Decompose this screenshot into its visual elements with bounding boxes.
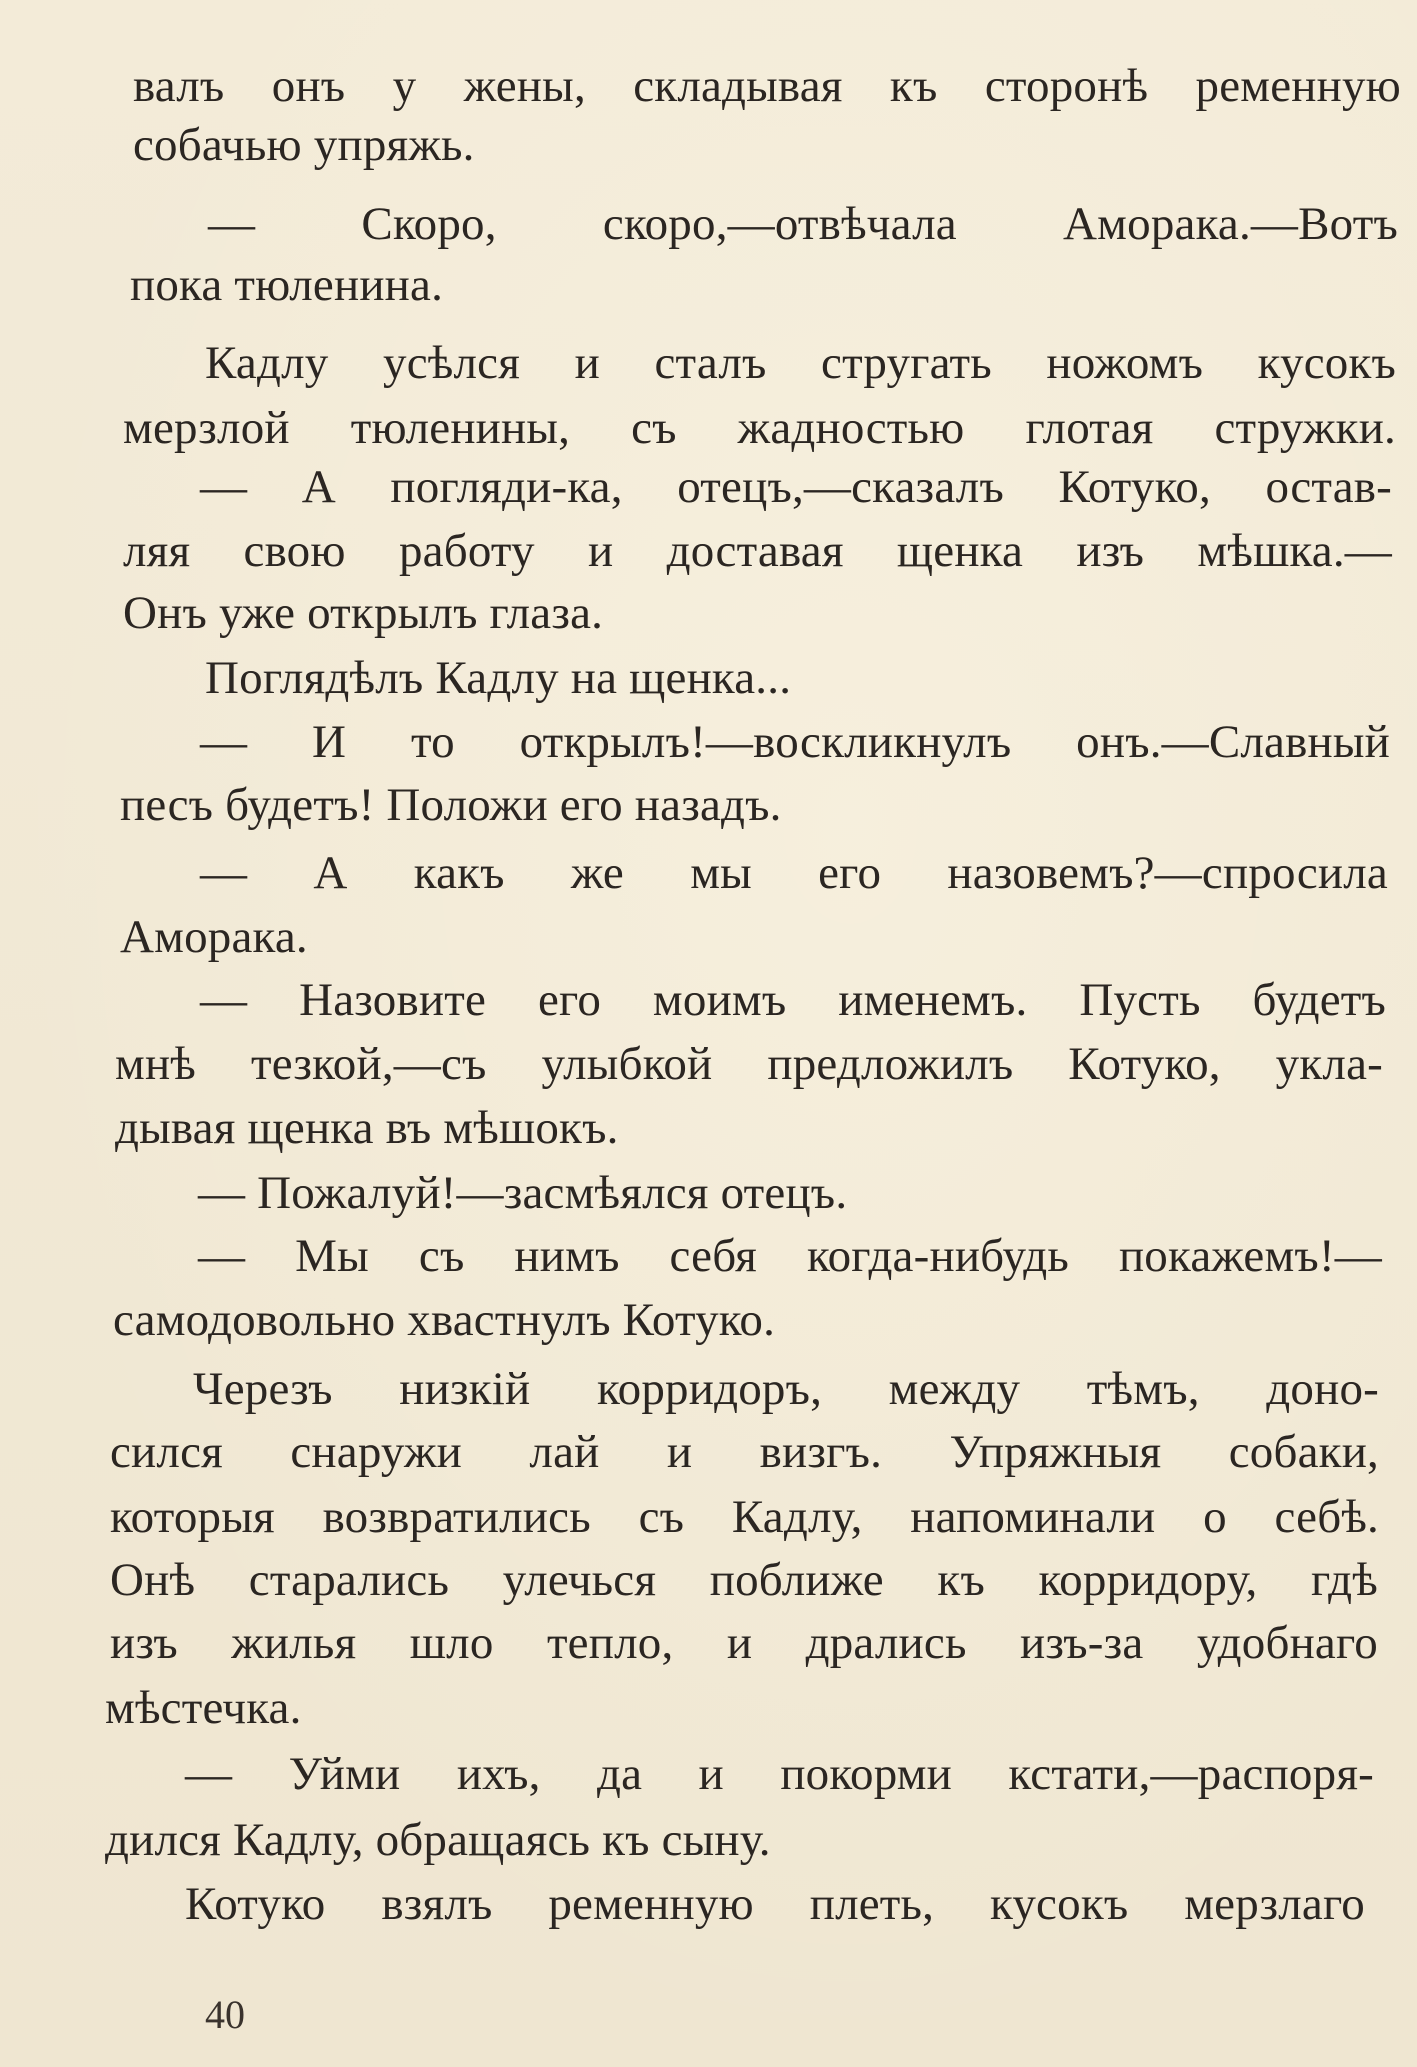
text-line: Онъ уже открылъ глаза. bbox=[123, 587, 604, 639]
text-line: мнѣ тезкой,—съ улыбкой предложилъ Котуко, укла- bbox=[115, 1038, 1383, 1090]
text-line: — А какъ же мы его назовемъ?—спросила bbox=[200, 847, 1388, 899]
text-line: Кадлу усѣлся и сталъ стругать ножомъ кусокъ bbox=[205, 337, 1396, 389]
text-line: Аморака. bbox=[120, 911, 308, 963]
text-line: изъ жилья шло тепло, и дрались изъ-за удобнаго bbox=[110, 1617, 1378, 1669]
text-line: мѣстечка. bbox=[105, 1682, 302, 1734]
text-line: — Скоро, скоро,—отвѣчала Аморака.—Вотъ bbox=[208, 198, 1398, 250]
text-line: собачью упряжь. bbox=[133, 119, 475, 171]
text-line: — Пожалуй!—засмѣялся отецъ. bbox=[198, 1167, 848, 1219]
text-line: мерзлой тюленины, съ жадностью глотая стружки. bbox=[123, 402, 1396, 454]
text-line: — И то открылъ!—воскликнулъ онъ.—Славный bbox=[200, 716, 1390, 768]
text-line: валъ онъ у жены, складывая къ сторонѣ ременную bbox=[133, 60, 1401, 112]
text-line: песъ будетъ! Положи его назадъ. bbox=[120, 779, 782, 831]
text-line: дился Кадлу, обращаясь къ сыну. bbox=[105, 1814, 771, 1866]
text-line: — Мы съ нимъ себя когда-нибудь покажемъ!— bbox=[198, 1230, 1382, 1282]
page-number: 40 bbox=[205, 1992, 245, 2037]
text-line: Поглядѣлъ Кадлу на щенка... bbox=[205, 652, 792, 704]
text-line: сился снаружи лай и визгъ. Упряжныя собаки, bbox=[110, 1426, 1379, 1478]
text-line: дывая щенка въ мѣшокъ. bbox=[115, 1102, 619, 1154]
text-line: самодовольно хвастнулъ Котуко. bbox=[113, 1294, 776, 1346]
text-line: — Назовите его моимъ именемъ. Пусть будетъ bbox=[200, 974, 1386, 1026]
text-line: Онѣ старались улечься поближе къ корридору, гдѣ bbox=[110, 1554, 1378, 1606]
text-line: — Уйми ихъ, да и покорми кстати,—распоря- bbox=[185, 1748, 1374, 1800]
text-line: Черезъ низкій корридоръ, между тѣмъ, доно- bbox=[193, 1363, 1379, 1415]
text-line: — А погляди-ка, отецъ,—сказалъ Котуко, остав- bbox=[200, 461, 1392, 513]
text-line: пока тюленина. bbox=[130, 259, 444, 311]
text-line: ляя свою работу и доставая щенка изъ мѣшка.— bbox=[123, 525, 1392, 577]
text-line: которыя возвратились съ Кадлу, напоминали о себѣ. bbox=[110, 1491, 1379, 1543]
text-line: Котуко взялъ ременную плеть, кусокъ мерзлаго bbox=[185, 1878, 1365, 1930]
